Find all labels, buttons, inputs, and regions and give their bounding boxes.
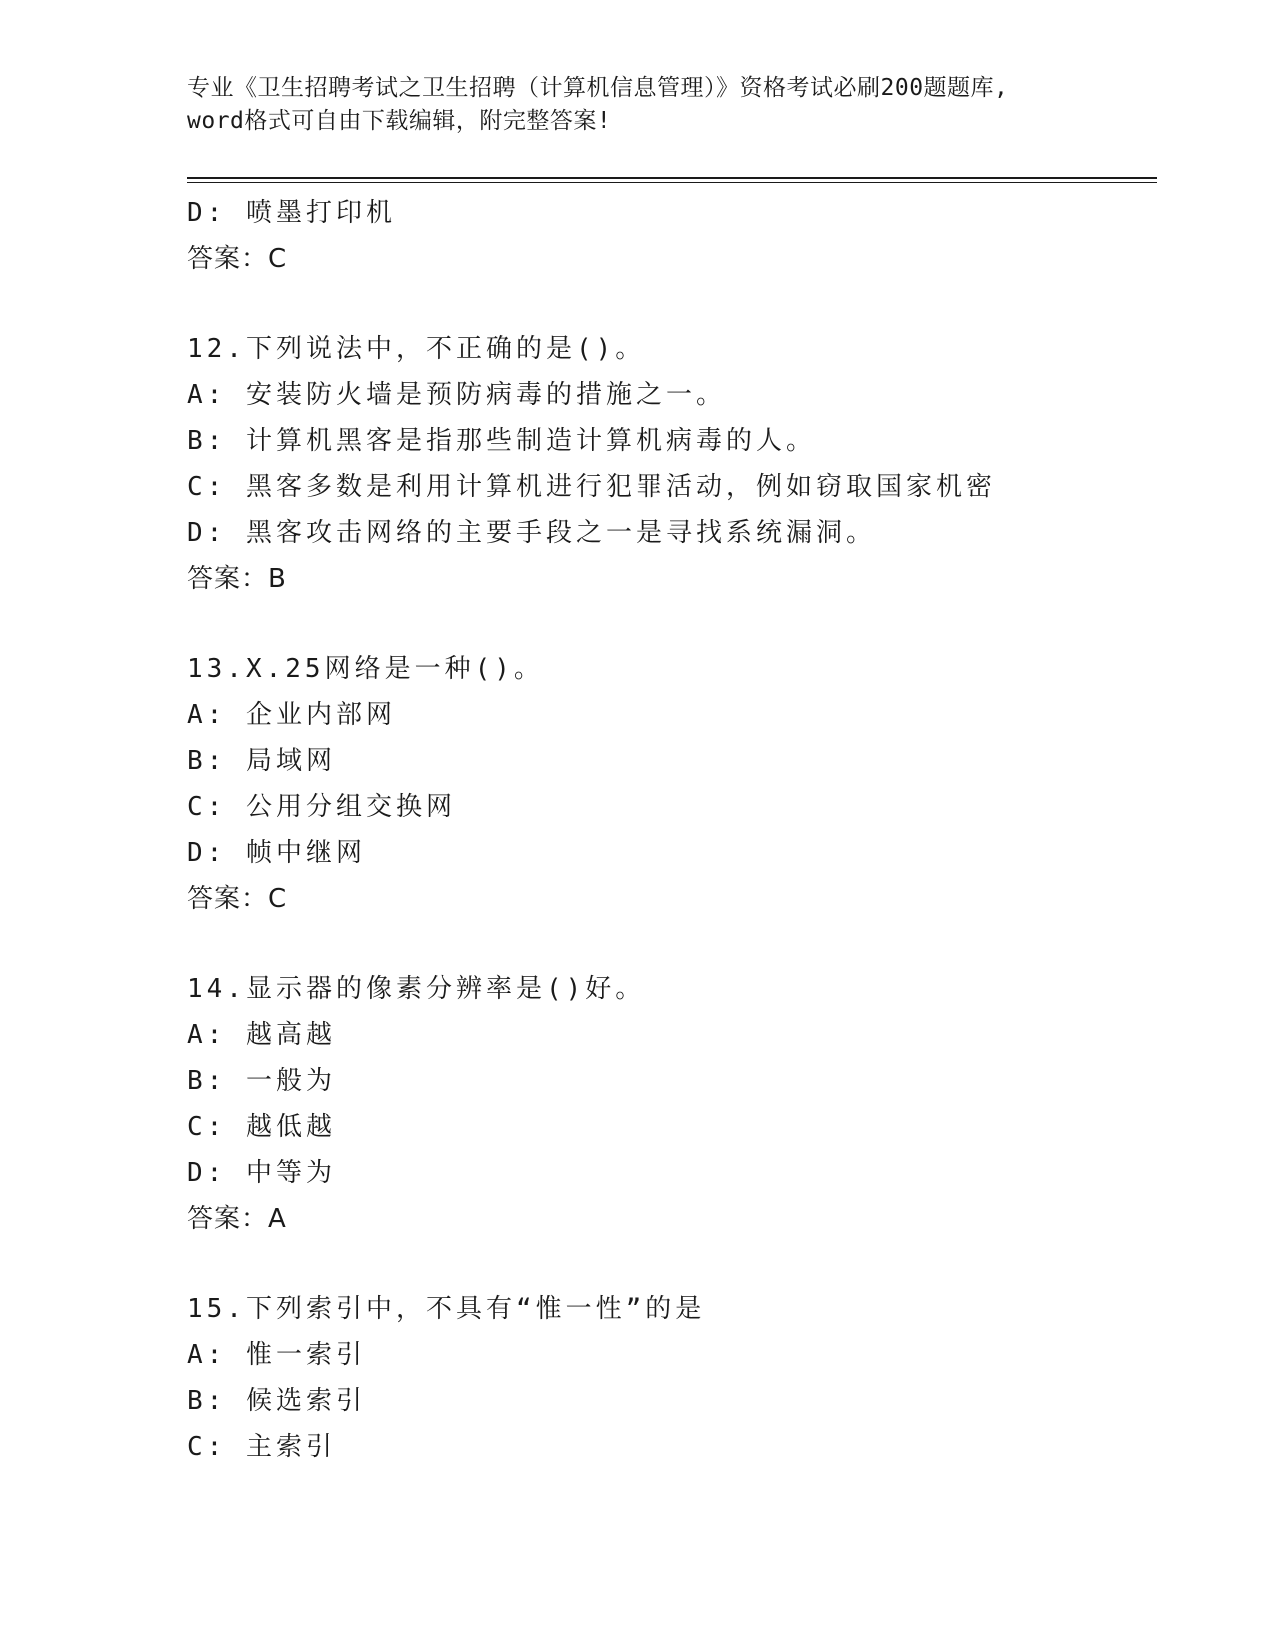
option-label: A: — [187, 380, 227, 410]
option-label: A: — [187, 1340, 227, 1370]
option-b — [187, 418, 1167, 464]
question-list — [187, 190, 1167, 1470]
option-label: B: — [187, 746, 227, 776]
option-label: B: — [187, 1066, 227, 1096]
option-a — [187, 1012, 1167, 1058]
option-label: A: — [187, 1020, 227, 1050]
option-c — [187, 1104, 1167, 1150]
option-d — [187, 830, 1167, 876]
option-label: B: — [187, 1386, 227, 1416]
answer: 答案：A — [187, 1204, 287, 1234]
option-c — [187, 1424, 1167, 1470]
option-label: D: — [187, 838, 227, 868]
option-text: 帧中继网 — [245, 838, 366, 868]
option-text: 黑客多数是利用计算机进行犯罪活动，例如窃取国家机密 — [245, 472, 996, 502]
answer: 答案：C — [187, 884, 288, 914]
option-d — [187, 510, 1167, 556]
question-stem: 14.显示器的像素分辨率是()好。 — [187, 974, 646, 1004]
option-text: 候选索引 — [245, 1386, 366, 1416]
option-b — [187, 1058, 1167, 1104]
option-text: 局域网 — [245, 746, 336, 776]
option-text: 安装防火墙是预防病毒的措施之一。 — [245, 380, 726, 410]
option-label: A: — [187, 700, 227, 730]
option-text: 企业内部网 — [245, 700, 396, 730]
option-label: C: — [187, 472, 227, 502]
question-14 — [187, 966, 1167, 1242]
option-a — [187, 692, 1167, 738]
option-text: 惟一索引 — [245, 1340, 366, 1370]
question-15 — [187, 1286, 1167, 1470]
option-text: 越低越 — [245, 1112, 336, 1142]
option-text: 计算机黑客是指那些制造计算机病毒的人。 — [245, 426, 816, 456]
question-13 — [187, 646, 1167, 922]
option-label: D: — [187, 1158, 227, 1188]
option-a — [187, 372, 1167, 418]
option-text: 一般为 — [245, 1066, 336, 1096]
option-text: 主索引 — [245, 1432, 336, 1462]
option-label: C: — [187, 792, 227, 822]
option-label: C: — [187, 1112, 227, 1142]
option-label: B: — [187, 426, 227, 456]
answer: 答案：B — [187, 564, 287, 594]
option-text: 中等为 — [245, 1158, 336, 1188]
option-a — [187, 1332, 1167, 1378]
option-d — [187, 1150, 1167, 1196]
question-stem: 12.下列说法中，不正确的是()。 — [187, 334, 646, 364]
option-label: D: — [187, 518, 227, 548]
option-text: 喷墨打印机 — [245, 198, 396, 228]
header-divider — [187, 177, 1157, 179]
question-stem: 15.下列索引中，不具有“惟一性”的是 — [187, 1294, 706, 1324]
option-c — [187, 784, 1167, 830]
option-text: 越高越 — [245, 1020, 336, 1050]
header-divider-thin — [187, 182, 1157, 183]
option-c — [187, 464, 1167, 510]
header-line-1: 专业《卫生招聘考试之卫生招聘（计算机信息管理）》资格考试必刷200题题库, — [187, 75, 1009, 101]
option-b — [187, 738, 1167, 784]
option-label: D: — [187, 198, 227, 228]
header-line-2: word格式可自由下载编辑，附完整答案! — [187, 108, 612, 134]
answer: 答案：C — [187, 244, 288, 274]
question-stem: 13.X.25网络是一种()。 — [187, 654, 544, 684]
option-text: 黑客攻击网络的主要手段之一是寻找系统漏洞。 — [245, 518, 876, 548]
question-12 — [187, 326, 1167, 602]
option-text: 公用分组交换网 — [245, 792, 456, 822]
option-b — [187, 1378, 1167, 1424]
document-header — [187, 72, 1087, 138]
option-label: C: — [187, 1432, 227, 1462]
option-d — [187, 190, 1167, 236]
question-11-continuation — [187, 190, 1167, 282]
